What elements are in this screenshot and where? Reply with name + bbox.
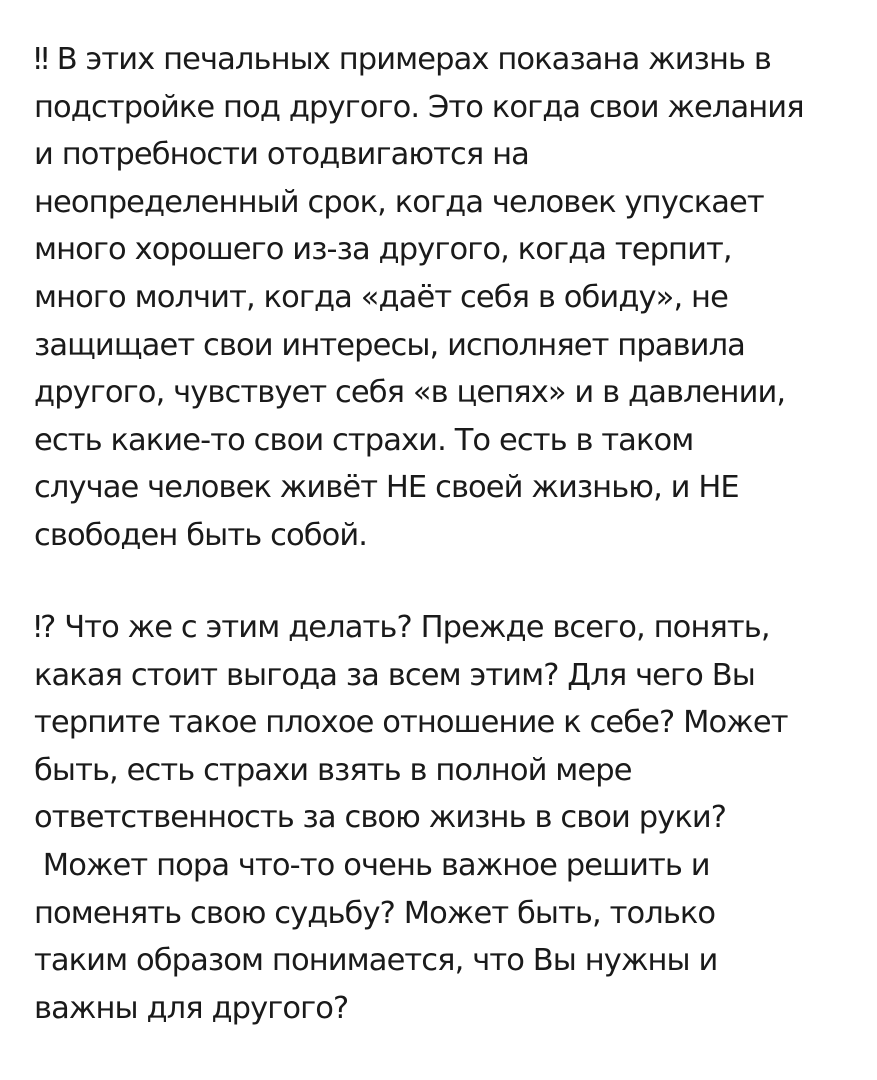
text-line: много молчит, когда «даёт себя в обиду», не	[34, 279, 728, 315]
text-line: ‼ В этих печальных примерах показана жизнь в	[34, 42, 771, 77]
paragraph-1	[34, 36, 854, 560]
text-line: поменять свою судьбу? Может быть, только	[34, 895, 716, 931]
text-line: защищает свои интересы, исполняет правила	[34, 327, 745, 363]
text-line: ответственность за свою жизнь в свои руки?	[34, 800, 727, 836]
text-line: неопределенный срок, когда человек упускает	[34, 184, 764, 220]
text-line: ⁉ Что же с этим делать? Прежде всего, понять,	[34, 610, 770, 645]
text-line: много хорошего из-за другого, когда терпит,	[34, 232, 732, 268]
text-line: другого, чувствует себя «в цепях» и в давлении,	[34, 375, 786, 411]
text-line: есть какие-то свои страхи. То есть в таком	[34, 422, 694, 458]
text-line: терпите такое плохое отношение к себе? Может	[34, 705, 788, 741]
text-line: случае человек живёт НЕ своей жизнью, и НЕ	[34, 470, 739, 506]
text-line: какая стоит выгода за всем этим? Для чего Вы	[34, 657, 755, 693]
text-line: подстройке под другого. Это когда свои желания	[34, 89, 804, 125]
text-line: быть, есть страхи взять в полной мере	[34, 752, 632, 788]
paragraph-2	[34, 604, 854, 1032]
text-line: Может пора что-то очень важное решить и	[34, 847, 710, 883]
text-line: таким образом понимается, что Вы нужны и	[34, 943, 718, 979]
text-line: свободен быть собой.	[34, 517, 368, 553]
text-line: важны для другого?	[34, 990, 349, 1026]
text-line: и потребности отодвигаются на	[34, 137, 529, 173]
